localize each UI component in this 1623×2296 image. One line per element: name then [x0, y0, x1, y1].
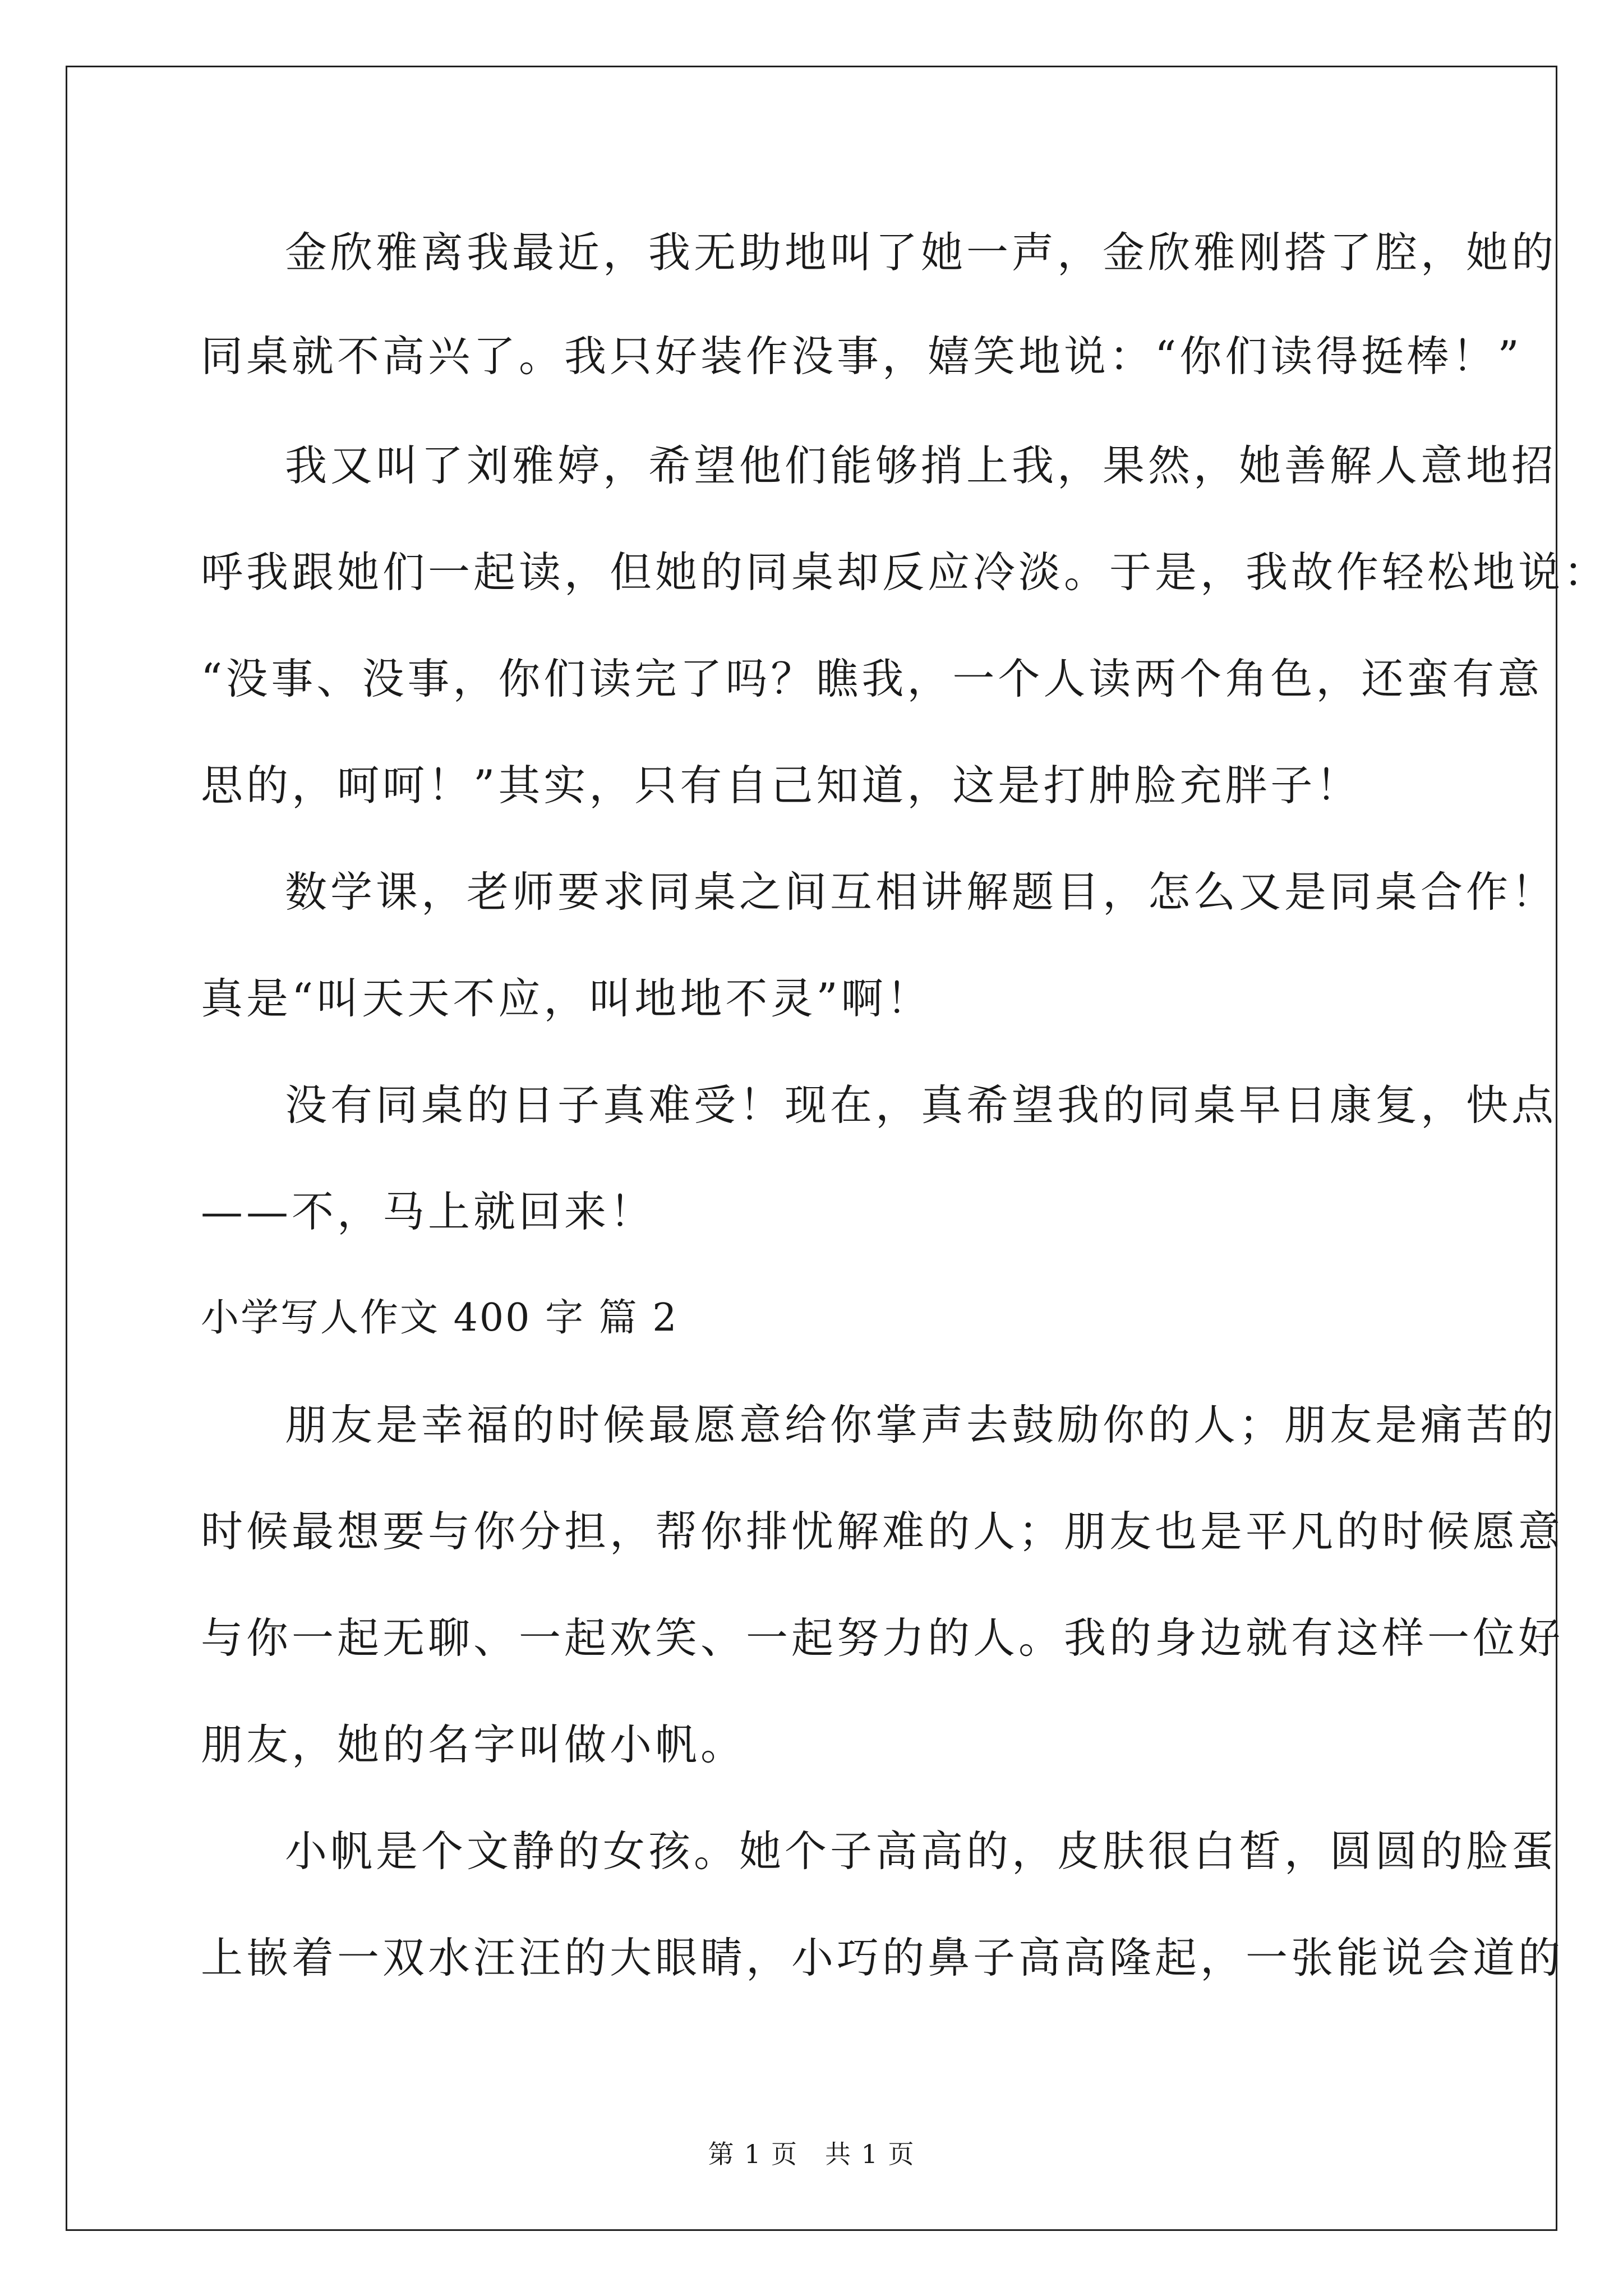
- paragraph-5-line-2: 时候最想要与你分担，帮你排忧解难的人；朋友也是平凡的时候愿意: [201, 1507, 1564, 1556]
- paragraph-6-line-1: 小帆是个文静的女孩。她个子高高的，皮肤很白皙，圆圆的脸蛋: [285, 1826, 1557, 1876]
- paragraph-2-line-4: 思的，呵呵！”其实，只有自己知道，这是打肿脸充胖子！: [201, 761, 1362, 810]
- section-heading: 小学写人作文 400 字 篇 2: [201, 1296, 679, 1340]
- paragraph-4-line-1: 没有同桌的日子真难受！现在，真希望我的同桌早日康复，快点: [285, 1080, 1557, 1130]
- paragraph-2-line-2: 呼我跟她们一起读，但她的同桌却反应冷淡。于是，我故作轻松地说：: [201, 547, 1610, 597]
- paragraph-1-line-2: 同桌就不高兴了。我只好装作没事，嬉笑地说：“你们读得挺棒！”: [201, 332, 1523, 381]
- paragraph-5-line-4: 朋友，她的名字叫做小帆。: [201, 1720, 746, 1769]
- page-footer: 第 1 页 共 1 页: [708, 2139, 915, 2169]
- paragraph-2-line-1: 我又叫了刘雅婷，希望他们能够捎上我，果然，她善解人意地招: [285, 441, 1557, 490]
- paragraph-1-line-1: 金欣雅离我最近，我无助地叫了她一声，金欣雅刚搭了腔，她的: [285, 228, 1557, 277]
- paragraph-3-line-1: 数学课，老师要求同桌之间互相讲解题目，怎么又是同桌合作！: [285, 867, 1557, 917]
- page-border: [66, 66, 1610, 2231]
- paragraph-4-line-2: ——不，马上就回来！: [201, 1187, 656, 1236]
- paragraph-3-line-2: 真是“叫天天不应，叫地地不灵”啊！: [201, 974, 932, 1023]
- paragraph-2-line-3: “没事、没事，你们读完了吗？瞧我，一个人读两个角色，还蛮有意: [201, 654, 1543, 703]
- paragraph-5-line-3: 与你一起无聊、一起欢笑、一起努力的人。我的身边就有这样一位好: [201, 1613, 1564, 1663]
- paragraph-5-line-1: 朋友是幸福的时候最愿意给你掌声去鼓励你的人；朋友是痛苦的: [285, 1400, 1557, 1450]
- paragraph-6-line-2: 上嵌着一双水汪汪的大眼睛，小巧的鼻子高高隆起，一张能说会道的: [201, 1933, 1564, 1982]
